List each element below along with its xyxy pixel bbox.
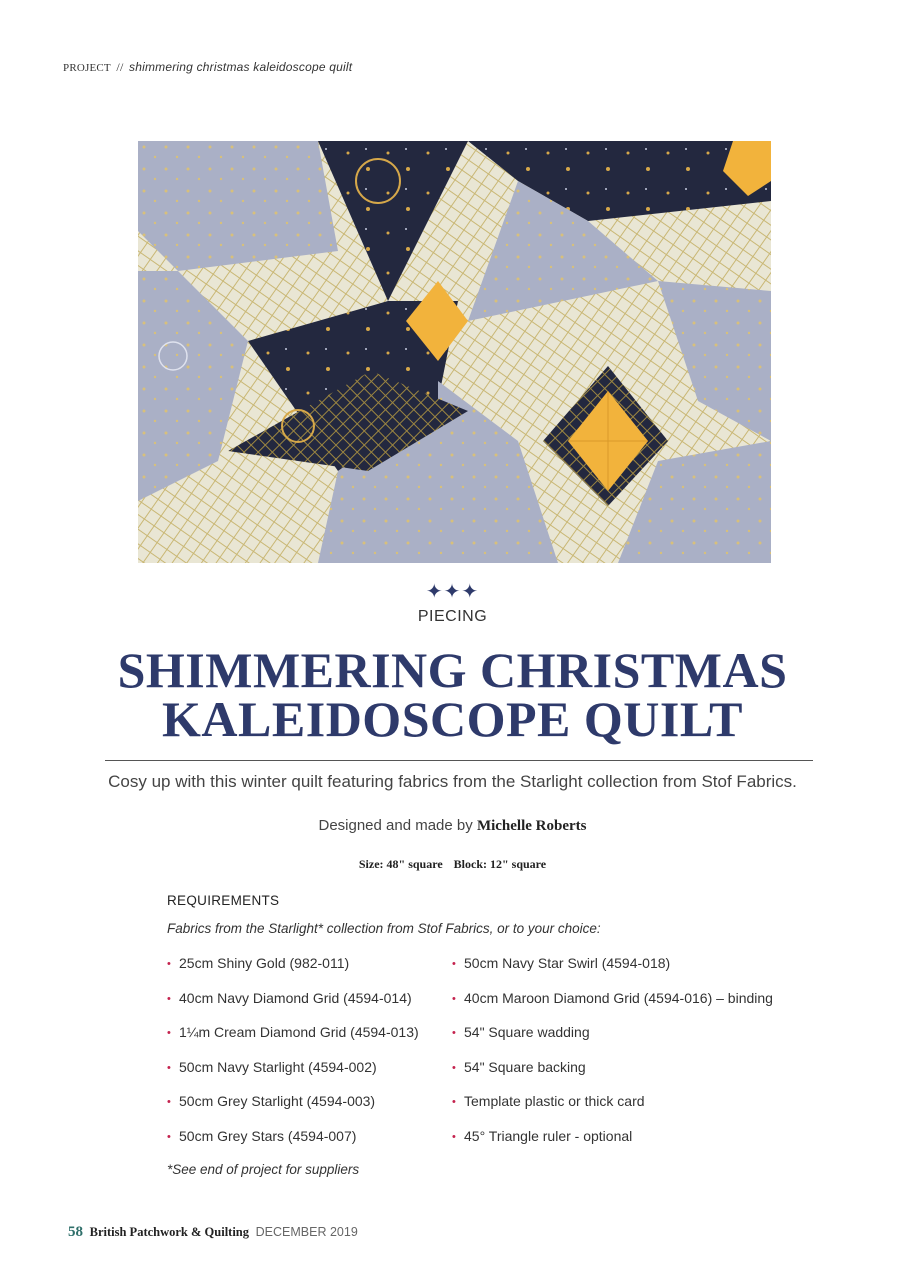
category-label: PIECING [417,608,488,625]
bullet-icon: • [452,1027,456,1040]
requirement-item [452,1059,773,1094]
requirements-list-left [167,955,419,1163]
article-standfirst: Cosy up with this winter quilt featuring fabrics from the Starlight collection from Stof Fabrics. [108,772,797,791]
requirement-item [167,1128,419,1163]
requirement-item [452,955,773,990]
page-number: 58 [68,1224,83,1240]
requirements-heading: REQUIREMENTS [167,893,280,908]
requirement-item [452,1128,773,1163]
bullet-icon: • [167,1027,171,1040]
magazine-name: British Patchwork & Quilting [89,1225,250,1239]
title-line-1: SHIMMERING CHRISTMAS [117,642,788,698]
bullet-icon: • [452,958,456,970]
title-divider [105,760,813,761]
requirement-text: 25cm Shiny Gold (982-011) [179,955,350,971]
requirement-text: 54" Square backing [464,1058,586,1075]
requirement-text: 54" Square wadding [464,1024,590,1041]
running-head [63,60,352,75]
requirement-text: 45° Triangle ruler - optional [464,1127,633,1144]
requirement-item [452,1024,773,1059]
requirement-item [167,1093,419,1128]
title-line-2: KALEIDOSCOPE QUILT [162,691,743,747]
requirement-text: 50cm Grey Stars (4594-007) [179,1127,357,1144]
quilt-photo [138,141,771,563]
running-head-section: PROJECT [63,62,111,74]
requirement-text: 50cm Grey Starlight (4594-003) [179,1093,376,1110]
requirement-item [167,1024,419,1059]
quilt-size: Size: 48" square [358,857,443,871]
bullet-icon: • [452,1130,456,1143]
size-info [0,857,905,872]
requirement-item [167,990,419,1025]
bullet-icon: • [452,1061,456,1074]
requirement-text: 40cm Navy Diamond Grid (4594-014) [179,989,412,1006]
byline [0,817,905,835]
requirements-list-right [452,955,773,1163]
bullet-icon: • [167,1130,171,1143]
bullet-icon: • [452,992,456,1005]
running-head-title: shimmering christmas kaleidoscope quilt [129,60,353,74]
requirements-intro: Fabrics from the Starlight* collection from Stof Fabrics, or to your choice: [167,921,601,936]
bullet-icon: • [167,992,171,1005]
bullet-icon: • [167,1061,171,1074]
requirement-text: 40cm Maroon Diamond Grid (4594-016) – binding [464,989,773,1006]
requirement-item [167,1059,419,1094]
quilt-patch-grey [138,141,338,271]
difficulty-stars: ✦✦✦ [425,581,480,603]
running-head-separator: // [116,60,124,74]
bullet-icon: • [167,1096,171,1109]
requirement-text: 50cm Navy Starlight (4594-002) [179,1058,377,1075]
suppliers-footnote: *See end of project for suppliers [167,1162,360,1177]
issue-date: DECEMBER 2019 [255,1225,358,1239]
requirement-text: 50cm Navy Star Swirl (4594-018) [464,955,671,971]
byline-prefix: Designed and made by [318,817,473,834]
byline-author: Michelle Roberts [476,818,587,834]
requirement-item [452,990,773,1025]
quilt-illustration [138,141,771,563]
requirement-text: 1¼m Cream Diamond Grid (4594-013) [179,1024,419,1041]
requirement-item [167,955,419,990]
bullet-icon: • [167,958,171,970]
requirement-text: Template plastic or thick card [464,1093,645,1110]
requirement-item [452,1093,773,1128]
block-size: Block: 12" square [453,857,547,871]
bullet-icon: • [452,1096,456,1109]
article-title [0,642,905,747]
page-footer [68,1224,358,1241]
